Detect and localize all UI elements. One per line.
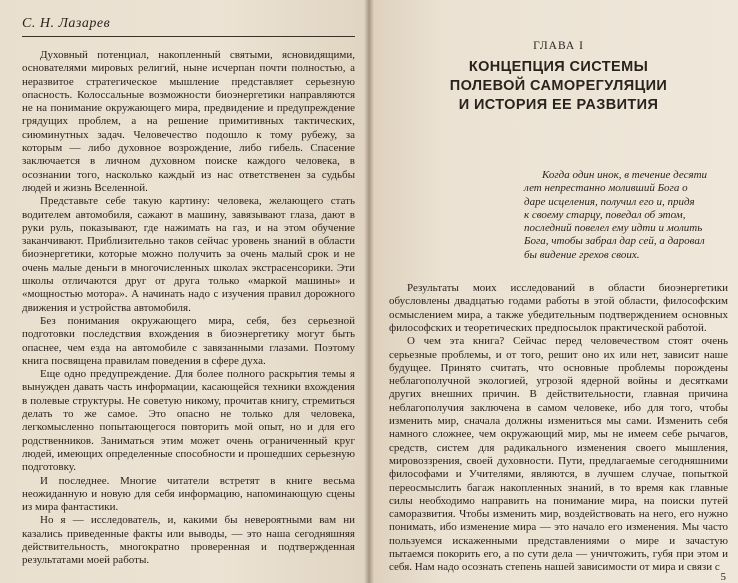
epigraph-line: Когда один инок, в течение десяти xyxy=(542,169,708,181)
left-paragraph: И последнее. Многие читатели встретят в книге весьма неожиданную и новую для себя информацию, напоминающую сцены из мира фантастики. xyxy=(22,474,355,514)
chapter-title-line: ПОЛЕВОЙ САМОРЕГУЛЯЦИИ xyxy=(449,78,668,94)
left-paragraph: Представьте себе такую картину: человека, желающего стать водителем автомобиля, сажают в машину, завязывают глаза, дают в руки руль, показывают, где нажимать на газ, и на этом обучение заканчивают. Приблизительно таков сейчас уровень знаний в области биоэнергетики, которые можно получить за очень малый срок и не очень малые деньги в многочисленных школах экстрасенсорики. Эти школы отличаются друг от друга только «маркой машины» и «мощностью мотора». А начинать надо с изучения правил дорожного движения и устройства автомобиля. xyxy=(22,195,355,314)
right-page xyxy=(369,0,738,583)
left-paragraph: Духовный потенциал, накопленный святыми, ясновидящими, основателями мировых религий, ныне исчерпан почти полностью, а неразвитое стратегическое мышление представляет серьезную опасность. Колоссальные возможности биоэнергетики направляются не на понимание окружающего мира, предвидение и предупреждение грядущих проблем, а на решение примитивных тактических, сиюминутных задач. Человечество подошло к тому рубежу, за которым — либо духовное возрождение, либо гибель. Спасение заключается в личном духовном поиске каждого человека, в осознании того, насколько каждый из нас ответственен за судьбы людей и жизнь Вселенной. xyxy=(22,49,355,194)
chapter-title xyxy=(389,58,728,115)
right-paragraph: О чем эта книга? Сейчас перед человечеством стоят очень серьезные проблемы, и от того, решит оно их или нет, зависит наше будущее. Принято считать, что основные проблемы порождены неблагополучной экологией, угрозой ядерной войны и десятками других внешних причин. В действительности, главная причина неблагополучия заключена в самом человеке, ибо для того, чтобы изменить мир, сначала должны измениться мы сами. Изменить себя намного сложнее, чем окружающий мир, мы не имеем себе рычагов, средств, систем для радикального изменения своего мышления, мировоззрения, своей духовности. Пути, предлагаемые сегодняшними философами и Учителями, являются, в лучшем случае, попыткой переосмыслить багаж накопленных знаний, в то время как главные силы необходимо направить на понимание мира, на поиски путей саморазвития. Чтобы изменить мир, воздействовать на него, его нужно понимать, ибо изменение мира — это начало его изменения. Мы часто пользуемся искаженными представлениями о мире и зачастую пытаемся покорить его, а по сути дела — уничтожить, губя при этом и себя. Нам надо осознать степень нашей зависимости от мира и связи с xyxy=(389,335,728,574)
chapter-title-line: КОНЦЕПЦИЯ СИСТЕМЫ xyxy=(468,59,649,75)
epigraph-line: лет непрестанно моливший Бога о xyxy=(524,182,688,195)
left-page-body xyxy=(22,49,355,568)
epigraph-line: даре исцеления, получил его и, придя xyxy=(524,195,695,208)
running-head-author: С. Н. Лазарев xyxy=(22,6,355,37)
right-paragraph: Результаты моих исследований в области биоэнергетики обусловлены двадцатью годами работы в этой области, философским осмыслением мира, а также убедительным подтверждением основных философских и теоретических предпосылок практической работой. xyxy=(389,282,728,334)
left-paragraph: Без понимания окружающего мира, себя, без серьезной подготовки последствия вхождения в биоэнергетику могут быть опаснее, чем езда на автомобиле с завязанными глазами. Поэтому книга посвящена правилам поведения в сфере духа. xyxy=(22,314,355,367)
epigraph xyxy=(524,169,716,262)
right-page-body xyxy=(389,282,728,575)
left-paragraph: Но я — исследователь, и, какими бы невероятными вам ни казались приведенные факты или выводы, — это наша сегодняшняя действительность, многократно проверенная и подтвержденная результатами моей работы. xyxy=(22,514,355,567)
left-paragraph: Еще одно предупреждение. Для более полного раскрытия темы я вынужден давать часть информации, касающейся техники вхождения в полевые структуры. Не советую никому, прочитав книгу, стремиться делать то же самое. Это опасно не только для человека, легкомысленно попытающегося повторить мой опыт, но и для его родственников. Заниматься этим может очень ограниченный круг людей, имеющих определенные способности и прошедших серьезную подготовку. xyxy=(22,368,355,474)
epigraph-line: к своему старцу, поведал об этом, xyxy=(524,208,686,221)
page-number: 5 xyxy=(720,571,726,583)
epigraph-line: последний повелел ему идти и молить xyxy=(524,222,703,235)
chapter-label: ГЛАВА I xyxy=(533,40,584,52)
epigraph-line: Бога, чтобы забрал дар сей, а даровал xyxy=(524,235,705,248)
chapter-title-line: И ИСТОРИЯ ЕЕ РАЗВИТИЯ xyxy=(458,97,659,113)
epigraph-line: бы видение грехов своих. xyxy=(524,248,640,261)
